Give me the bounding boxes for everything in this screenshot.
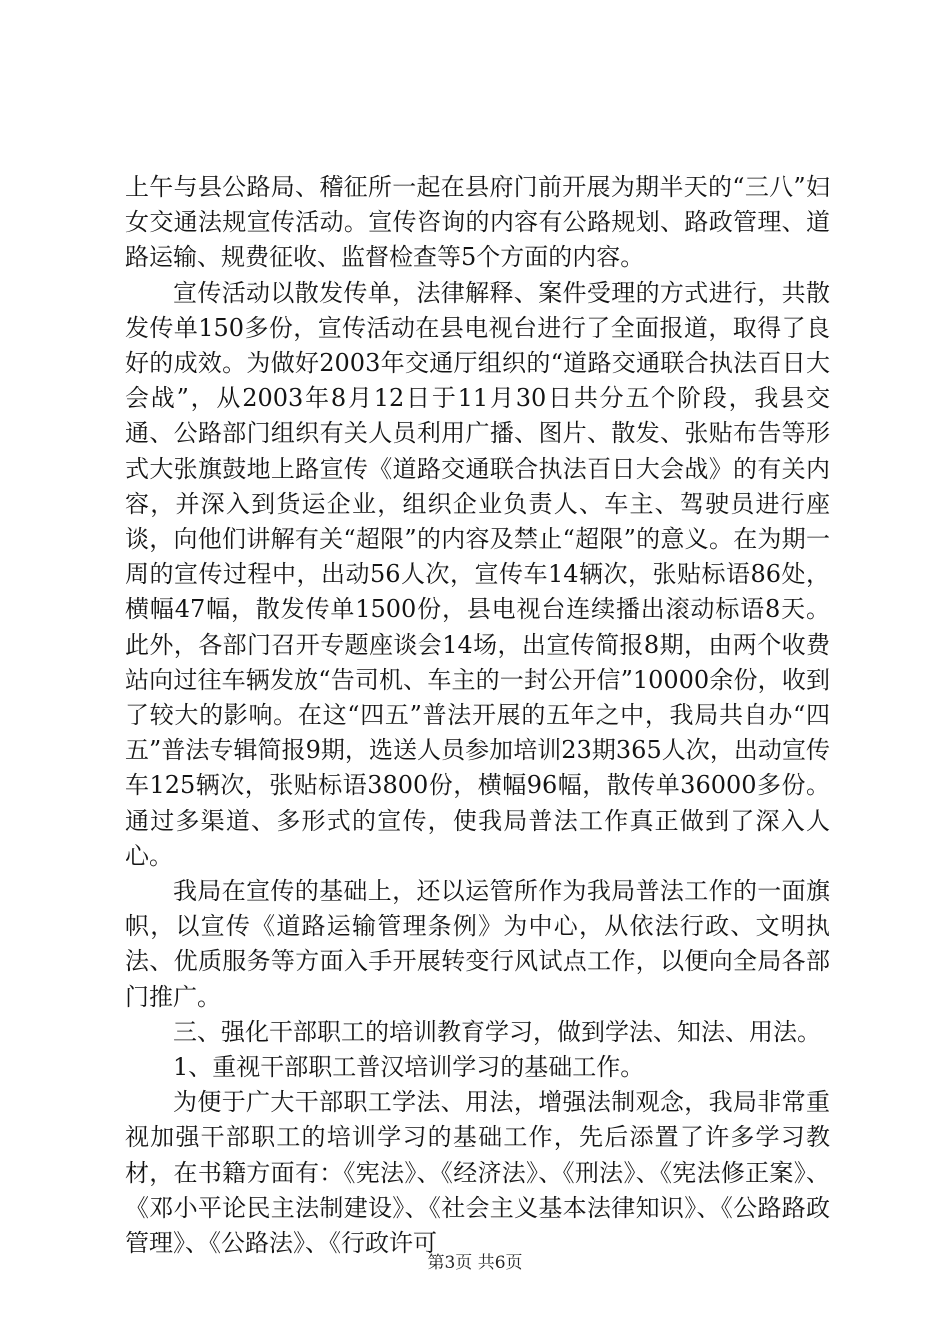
paragraph-3: 我局在宣传的基础上，还以运管所作为我局普法工作的一面旗帜，以宣传《道路运输管理条例》为中心，从依法行政、文明执法、优质服务等方面入手开展转变行风试点工作，以便向全局各部门推广。 (125, 877, 830, 1011)
body-text (125, 170, 830, 1261)
paragraph-4: 为便于广大干部职工学法、用法，增强法制观念，我局非常重视加强干部职工的培训学习的基础工作，先后添置了许多学习教材，在书籍方面有：《宪法》、《经济法》、《刑法》、《宪法修正案》、《邓小平论民主法制建设》、《社会主义基本法律知识》、《公路路政管理》、《公路法》、《行政许可 (125, 1088, 830, 1258)
subsection-heading-1: 1、重视干部职工普汉培训学习的基础工作。 (173, 1053, 645, 1082)
paragraph-2: 宣传活动以散发传单，法律解释、案件受理的方式进行，共散发传单150多份，宣传活动在县电视台进行了全面报道，取得了良好的成效。为做好2003年交通厅组织的“道路交通联合执法百日大会战”，从2003年8月12日于11月30日共分五个阶段，我县交通、公路部门组织有关人员利用广播、图片、散发、张贴布告等形式大张旗鼓地上路宣传《道路交通联合执法百日大会战》的有关内容，并深入到货运企业，组织企业负责人、车主、驾驶员进行座谈，向他们讲解有关“超限”的内容及禁止“超限”的意义。在为期一周的宣传过程中，出动56人次，宣传车14辆次，张贴标语86处，横幅47幅，散发传单1500份，县电视台连续播出滚动标语8天。此外，各部门召开专题座谈会14场，出宣传简报8期，由两个收费站向过往车辆发放“告司机、车主的一封公开信”10000余份，收到了较大的影响。在这“四五”普法开展的五年之中，我局共自办“四五”普法专辑简报9期，选送人员参加培训23期365人次，出动宣传车125辆次，张贴标语3800份，横幅96幅，散传单36000多份。通过多渠道、多形式的宣传，使我局普法工作真正做到了深入人心。 (125, 278, 830, 870)
section-heading-3: 三、强化干部职工的培训教育学习，做到学法、知法、用法。 (173, 1017, 821, 1046)
page-footer: 第3页 共6页 (427, 1253, 523, 1273)
paragraph-1: 上午与县公路局、稽征所一起在县府门前开展为期半天的“三八”妇女交通法规宣传活动。宣传咨询的内容有公路规划、路政管理、道路运输、规费征收、监督检查等5个方面的内容。 (125, 173, 830, 272)
